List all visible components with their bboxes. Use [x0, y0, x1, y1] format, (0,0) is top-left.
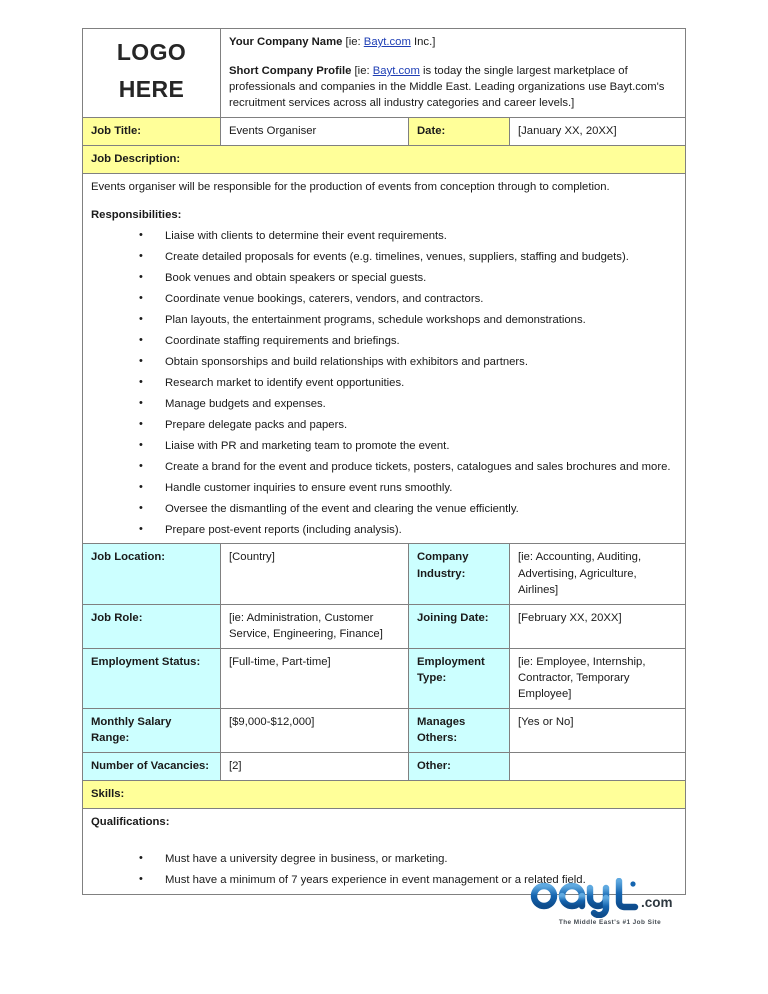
skills-header-row — [83, 780, 686, 808]
table-row — [83, 604, 686, 648]
list-item: • Handle customer inquiries to ensure event runs smoothly. — [165, 481, 677, 496]
job-location-label: Job Location: — [83, 544, 221, 604]
date-label: Date: — [409, 118, 510, 146]
job-location-value[interactable]: [Country] — [221, 544, 409, 604]
list-item: • Coordinate venue bookings, caterers, vendors, and contractors. — [165, 292, 677, 307]
date-value[interactable]: [January XX, 20XX] — [510, 118, 686, 146]
job-role-label: Job Role: — [83, 604, 221, 648]
logo-placeholder-cell — [83, 29, 221, 118]
list-item: • Manage budgets and expenses. — [165, 397, 677, 412]
table-row — [83, 708, 686, 752]
company-profile-prefix: [ie: — [351, 65, 373, 78]
list-item: • Must have a minimum of 7 years experience in event management or a related field. — [165, 873, 677, 888]
list-item: • Obtain sponsorships and build relationships with exhibitors and partners. — [165, 355, 677, 370]
joining-date-label: Joining Date: — [409, 604, 510, 648]
other-label: Other: — [409, 752, 510, 780]
company-industry-label: Company Industry: — [409, 544, 510, 604]
table-row — [83, 544, 686, 604]
employment-type-value[interactable]: [ie: Employee, Internship, Contractor, Temporary Employee] — [510, 648, 686, 708]
company-profile-label: Short Company Profile — [229, 65, 352, 78]
company-name-suffix: Inc.] — [410, 36, 436, 48]
company-info-cell — [221, 29, 686, 118]
list-item: • Create detailed proposals for events (e.g. timelines, venues, suppliers, staffing and budgets). — [165, 250, 677, 265]
job-description-header-row — [83, 146, 686, 174]
job-title-label: Job Title: — [83, 118, 221, 146]
bayt-logo — [527, 878, 693, 930]
list-item: • Book venues and obtain speakers or special guests. — [165, 271, 677, 286]
list-item: • Prepare post-event reports (including analysis). — [165, 523, 677, 538]
logo-placeholder-line-2: HERE — [118, 76, 185, 103]
bayt-link-company-profile[interactable]: Bayt.com — [372, 65, 420, 78]
employment-status-label: Employment Status: — [83, 648, 221, 708]
company-profile-line — [229, 63, 677, 111]
monthly-salary-range-label: Monthly Salary Range: — [83, 708, 221, 752]
joining-date-value[interactable]: [February XX, 20XX] — [510, 604, 686, 648]
company-name-line — [229, 34, 677, 50]
job-title-value[interactable]: Events Organiser — [221, 118, 409, 146]
responsibilities-list — [91, 229, 677, 537]
company-name-prefix: [ie: — [342, 36, 364, 48]
table-row — [83, 648, 686, 708]
list-item: • Plan layouts, the entertainment programs, schedule workshops and demonstrations. — [165, 313, 677, 328]
responsibilities-label: Responsibilities: — [91, 209, 182, 222]
list-item: • Must have a university degree in business, or marketing. — [165, 852, 677, 867]
manages-others-label: Manages Others: — [409, 708, 510, 752]
bayt-tagline: The Middle East's #1 Job Site — [558, 919, 662, 926]
list-item: • Prepare delegate packs and papers. — [165, 418, 677, 433]
monthly-salary-range-value[interactable]: [$9,000-$12,000] — [221, 708, 409, 752]
employment-status-value[interactable]: [Full-time, Part-time] — [221, 648, 409, 708]
bayt-dot-icon — [630, 881, 635, 886]
company-industry-value[interactable]: [ie: Accounting, Auditing, Advertising, Agriculture, Airlines] — [510, 544, 686, 604]
table-row — [83, 752, 686, 780]
company-name-label: Your Company Name — [229, 36, 343, 48]
list-item: • Research market to identify event opportunities. — [165, 376, 677, 391]
job-role-value[interactable]: [ie: Administration, Customer Service, Engineering, Finance] — [221, 604, 409, 648]
job-description-body-row — [83, 174, 686, 544]
list-item: • Liaise with PR and marketing team to promote the event. — [165, 439, 677, 454]
list-item: • Oversee the dismantling of the event and clearing the venue efficiently. — [165, 502, 677, 517]
number-of-vacancies-label: Number of Vacancies: — [83, 752, 221, 780]
list-item: • Create a brand for the event and produce tickets, posters, catalogues and sales brochures and more. — [165, 460, 677, 475]
bayt-link-company-name[interactable]: Bayt.com — [363, 36, 411, 48]
qualifications-label: Qualifications: — [91, 815, 170, 828]
job-description-label: Job Description: — [83, 146, 686, 174]
bayt-dotcom-text: .com — [641, 895, 673, 910]
list-item: • Liaise with clients to determine their event requirements. — [165, 229, 677, 244]
job-description-body — [83, 174, 686, 544]
job-description-intro: Events organiser will be responsible for the production of events from conception through to completion. — [91, 181, 610, 194]
company-header-row — [83, 29, 686, 118]
manages-others-value[interactable]: [Yes or No] — [510, 708, 686, 752]
skills-label: Skills: — [83, 780, 686, 808]
logo-placeholder-line-1: LOGO — [116, 39, 187, 65]
list-item: • Coordinate staffing requirements and briefings. — [165, 334, 677, 349]
job-title-row — [83, 118, 686, 146]
number-of-vacancies-value[interactable]: [2] — [221, 752, 409, 780]
employment-type-label: Employment Type: — [409, 648, 510, 708]
bayt-wordmark-icon — [527, 878, 693, 918]
job-description-table — [82, 28, 686, 895]
company-profile-suffix: is today the single largest marketplace of professionals and companies in the Middle East. Leading organizations use Bayt.com's recruitment services across all industry categories and career levels.] — [229, 65, 665, 110]
other-value[interactable] — [510, 752, 686, 780]
